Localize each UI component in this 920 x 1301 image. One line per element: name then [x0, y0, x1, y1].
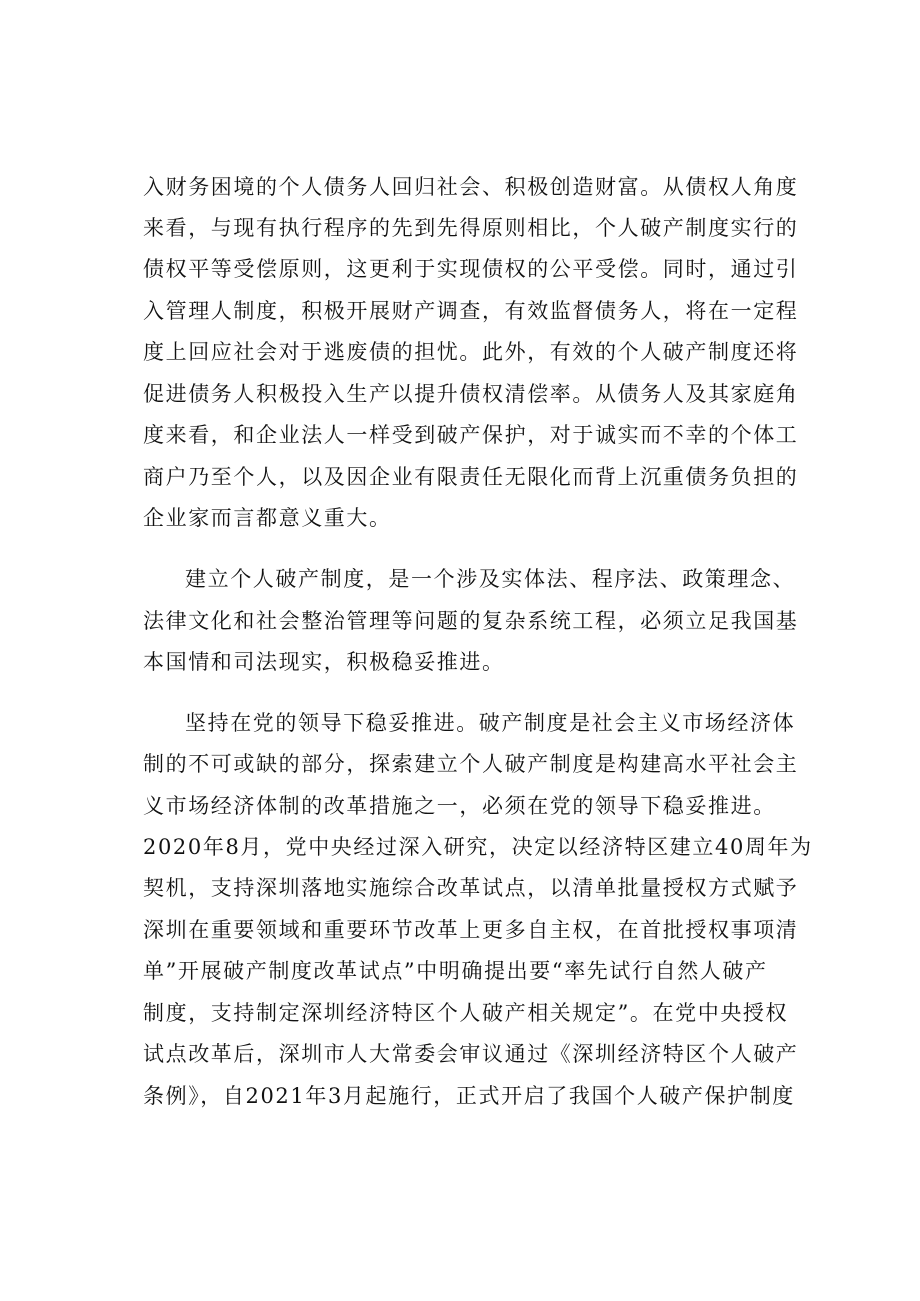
- paragraph-1-line-6: 促进债务人积极投入生产以提升债权清偿率。从债务人及其家庭角: [143, 382, 799, 406]
- paragraph-2-line-2: 法律文化和社会整治管理等问题的复杂系统工程，必须立足我国基: [143, 609, 799, 633]
- paragraph-1-line-3: 债权平等受偿原则，这更利于实现债权的公平受偿。同时，通过引: [143, 257, 799, 281]
- paragraph-2-line-1: 建立个人破产制度，是一个涉及实体法、程序法、政策理念、: [185, 567, 796, 591]
- paragraph-3-line-2: 制的不可或缺的部分，探索建立个人破产制度是构建高水平社会主: [143, 752, 799, 776]
- paragraph-3-line-9: 试点改革后，深圳市人大常委会审议通过《深圳经济特区个人破产: [143, 1042, 799, 1066]
- paragraph-1-line-7: 度来看，和企业法人一样受到破产保护，对于诚实而不幸的个体工: [143, 423, 799, 447]
- paragraph-3-line-3: 义市场经济体制的改革措施之一，必须在党的领导下稳妥推进。: [143, 794, 776, 818]
- paragraph-3-line-4: 2020年8月，党中央经过深入研究，决定以经济特区建立40周年为: [143, 835, 813, 859]
- paragraph-3-line-7: 单”开展破产制度改革试点”中明确提出要“率先试行自然人破产: [143, 959, 768, 983]
- paragraph-3-line-5: 契机，支持深圳落地实施综合改革试点，以清单批量授权方式赋予: [143, 876, 799, 900]
- paragraph-1-line-9: 企业家而言都意义重大。: [143, 506, 392, 530]
- paragraph-1-line-8: 商户乃至个人，以及因企业有限责任无限化而背上沉重债务负担的: [143, 465, 799, 489]
- paragraph-1-line-2: 来看，与现有执行程序的先到先得原则相比，个人破产制度实行的: [143, 216, 799, 240]
- paragraph-3-line-1: 坚持在党的领导下稳妥推进。破产制度是社会主义市场经济体: [185, 711, 796, 735]
- paragraph-3-line-10: 条例》，自2021年3月起施行，正式开启了我国个人破产保护制度: [143, 1084, 795, 1108]
- paragraph-1-line-5: 度上回应社会对于逃废债的担忧。此外，有效的个人破产制度还将: [143, 340, 799, 364]
- paragraph-2-line-3: 本国情和司法现实，积极稳妥推进。: [143, 650, 505, 674]
- paragraph-3-line-6: 深圳在重要领域和重要环节改革上更多自主权，在首批授权事项清: [143, 918, 799, 942]
- paragraph-3-line-8: 制度，支持制定深圳经济特区个人破产相关规定”。在党中央授权: [143, 1001, 789, 1025]
- paragraph-1-line-4: 入管理人制度，积极开展财产调查，有效监督债务人，将在一定程: [143, 299, 799, 323]
- paragraph-1-line-1: 入财务困境的个人债务人回归社会、积极创造财富。从债权人角度: [143, 175, 799, 199]
